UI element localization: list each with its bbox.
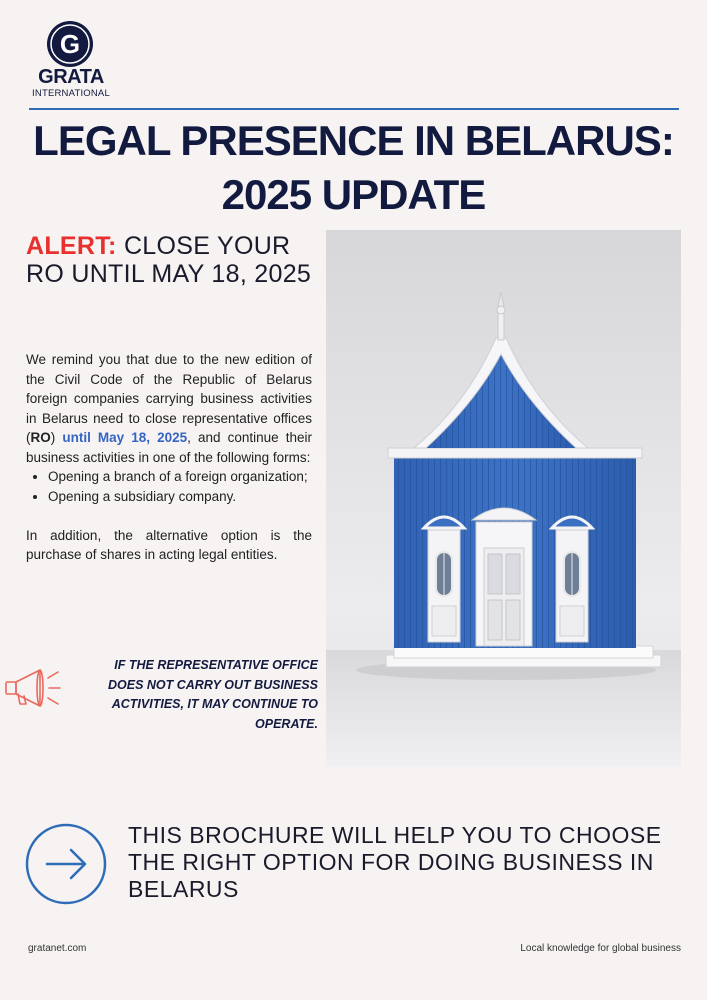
logo-mark-letter: G bbox=[59, 29, 81, 59]
alert-heading bbox=[26, 232, 316, 288]
list-item: • Opening a branch of a foreign organization; bbox=[48, 467, 312, 487]
megaphone-icon bbox=[2, 660, 70, 710]
grata-logo bbox=[28, 18, 114, 104]
title-line-2: 2025 UPDATE bbox=[221, 171, 486, 218]
list-item: • Opening a subsidiary company. bbox=[48, 487, 312, 507]
logo-brand-name: GRATA bbox=[38, 66, 104, 88]
alert-text: CLOSE YOUR RO UNTIL MAY 18, 2025 bbox=[26, 232, 312, 288]
deadline-highlight: until May 18, 2025 bbox=[62, 430, 188, 445]
brochure-cta: THIS BROCHURE WILL HELP YOU TO CHOOSE THE RIGHT OPTION FOR DOING BUSINESS IN BELARUS bbox=[128, 822, 662, 902]
intro-paragraph: We remind you that due to the new edition of the Civil Code of the Republic of Belarus foreign companies carrying business activities in Belarus need to close representative offices (RO) until May 18, 2025, and continue their business activities in one of the following forms: bbox=[26, 352, 312, 465]
tagline: Local knowledge for global business bbox=[520, 943, 681, 954]
ro-abbrev: RO bbox=[30, 430, 51, 445]
options-list bbox=[26, 467, 312, 506]
website-link[interactable]: gratanet.com bbox=[28, 943, 87, 954]
header-rule bbox=[29, 108, 679, 110]
logo-subtitle: INTERNATIONAL bbox=[32, 88, 110, 99]
alert-label: ALERT: bbox=[26, 232, 117, 260]
grata-circle-logo-icon bbox=[46, 20, 94, 68]
alternative-paragraph: In addition, the alternative option is the purchase of shares in acting legal entities. bbox=[26, 527, 312, 562]
title-line-1: LEGAL PRESENCE IN BELARUS: bbox=[33, 117, 674, 164]
intro-text bbox=[26, 350, 312, 565]
arrow-right-circle-icon bbox=[25, 823, 107, 905]
blue-house-illustration bbox=[326, 230, 681, 767]
callout-note: IF THE REPRESENTATIVE OFFICE DOES NOT CARRY OUT BUSINESS ACTIVITIES, IT MAY CONTINUE TO OPERATE. bbox=[108, 658, 318, 731]
page-title bbox=[20, 114, 687, 222]
